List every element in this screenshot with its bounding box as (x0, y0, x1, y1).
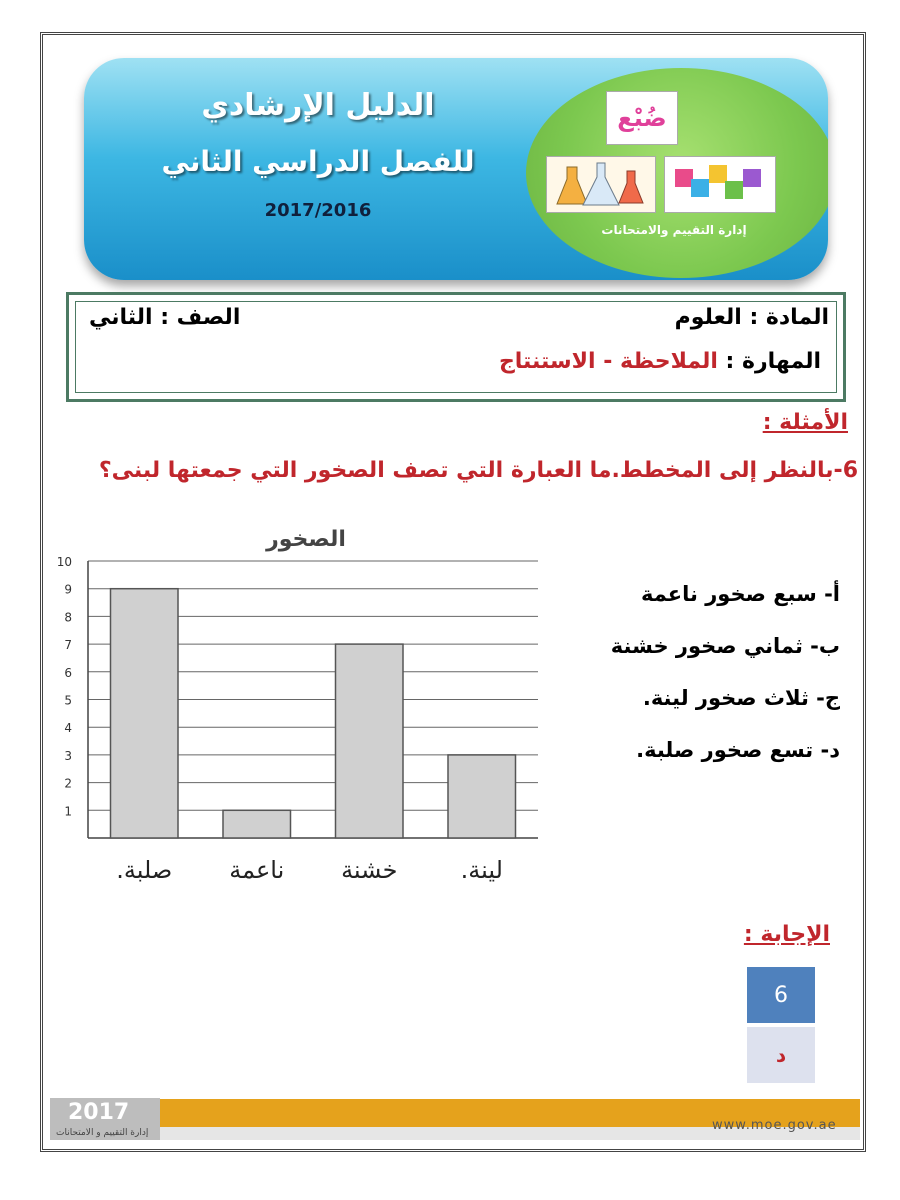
skill-line (499, 349, 821, 374)
y-tick-label: 6 (64, 665, 72, 680)
choice-d[interactable]: د- تسع صخور صلبة. (636, 738, 840, 762)
footer-url[interactable]: www.moe.gov.ae (712, 1118, 837, 1133)
rocks-chart (48, 508, 544, 886)
answer-table (747, 967, 815, 1083)
header-banner (84, 58, 828, 280)
chart-title: الصخور (266, 527, 346, 552)
x-tick-label: صلبة. (116, 856, 173, 884)
y-tick-label: 8 (64, 610, 72, 625)
numbers-icon (664, 156, 776, 213)
skill-value: الملاحظة - الاستنتاج (498, 349, 718, 374)
y-tick-label: 4 (64, 721, 72, 736)
x-tick-label: لينة. (460, 856, 503, 884)
choice-a[interactable]: أ- سبع صخور ناعمة (640, 582, 840, 606)
bar-2 (223, 810, 291, 838)
subject-label: المادة : العلوم (674, 305, 829, 330)
grade-label: الصف : الثاني (89, 305, 241, 330)
y-tick-label: 3 (64, 748, 72, 763)
banner-subtitle: للفصل الدراسي الثاني (161, 145, 475, 178)
examples-heading: الأمثلة : (762, 410, 848, 435)
answer-choices (611, 568, 840, 776)
bar-1 (111, 589, 179, 838)
x-tick-label: ناعمة (229, 856, 285, 884)
logo-word: ضُبْع (606, 91, 678, 145)
skill-label: المهارة : (717, 349, 821, 374)
answer-heading: الإجابة : (743, 922, 830, 947)
y-tick-label: 10 (56, 555, 72, 569)
info-box (66, 292, 846, 402)
bar-3 (336, 644, 404, 838)
y-tick-label: 9 (64, 582, 72, 597)
y-tick-label: 7 (64, 638, 72, 653)
y-tick-label: 1 (64, 804, 72, 819)
question-text: 6-بالنظر إلى المخطط.ما العبارة التي تصف الصخور التي جمعتها لبنى؟ (98, 458, 858, 483)
footer-caption: إدارة التقييم و الامتحانات (56, 1128, 149, 1138)
bar-4 (448, 755, 516, 838)
footer-year: 2017 (68, 1100, 130, 1125)
y-tick-label: 5 (64, 693, 72, 708)
x-tick-label: خشنة (341, 856, 398, 884)
chart-svg (48, 508, 544, 886)
banner-title: الدليل الإرشادي (201, 88, 435, 123)
choice-b[interactable]: ب- ثماني صخور خشنة (610, 634, 840, 658)
banner-text (108, 88, 528, 221)
choice-c[interactable]: ج- ثلاث صخور لينة. (642, 686, 840, 710)
y-tick-label: 2 (64, 776, 72, 791)
answer-letter: د (747, 1027, 815, 1083)
answer-question-number: 6 (747, 967, 815, 1023)
flask-icon (546, 156, 656, 213)
banner-year: 2017/2016 (264, 200, 372, 221)
logo-caption: إدارة التقييم والامتحانات (601, 223, 747, 237)
